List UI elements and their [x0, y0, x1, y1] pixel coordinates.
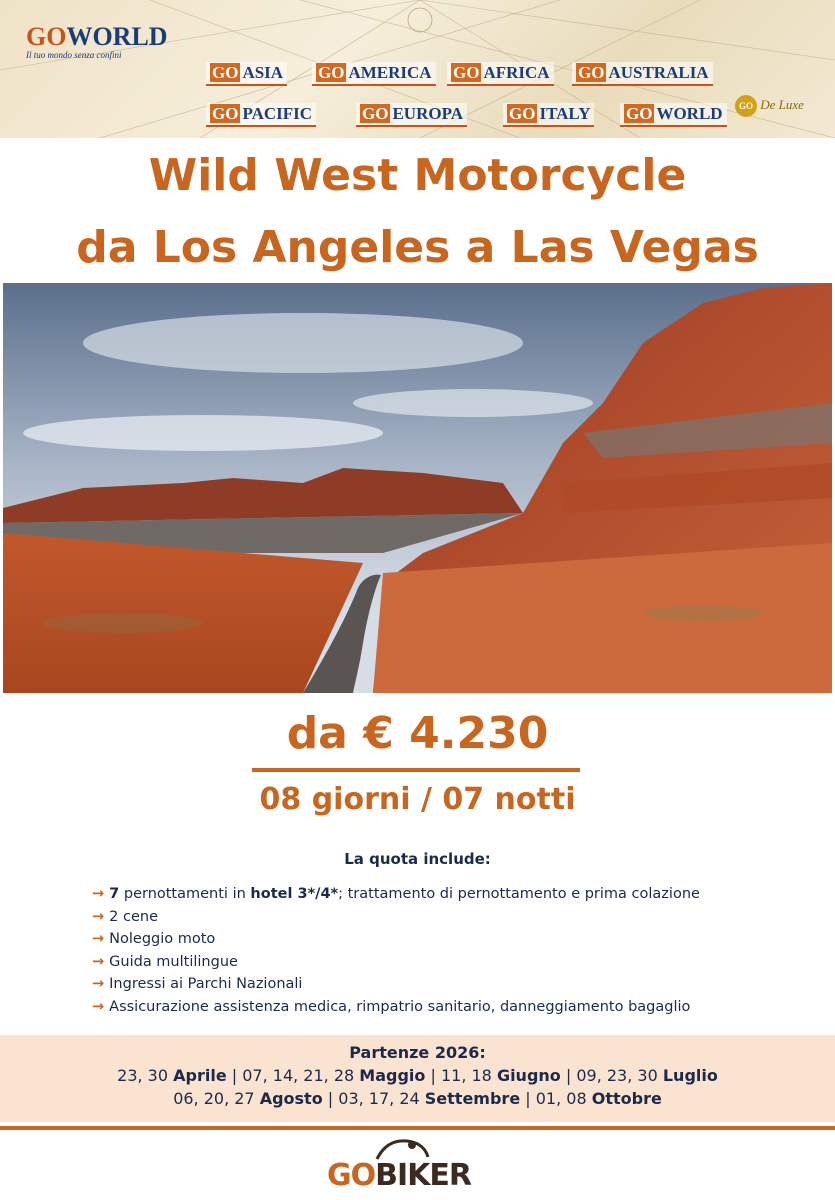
brand-go: GO	[362, 104, 389, 123]
arrow-right-icon: →	[92, 998, 105, 1015]
arrow-right-icon: →	[92, 953, 105, 970]
item-text: 2 cene	[109, 908, 158, 925]
logo-tagline: Il tuo mondo senza confini	[26, 50, 122, 60]
inclusions-list	[92, 884, 700, 1019]
brand-name: PACIFIC	[242, 104, 313, 123]
month-label: Aprile	[173, 1066, 227, 1085]
brand-name: AFRICA	[483, 63, 550, 82]
month-label: Luglio	[662, 1066, 718, 1085]
brand-name: AMERICA	[348, 63, 432, 82]
brand-header	[0, 0, 835, 138]
brand-name: WORLD	[656, 104, 723, 123]
arrow-right-icon: →	[92, 908, 105, 925]
gobiker-go: GO	[327, 1158, 376, 1193]
trip-title: Wild West Motorcycle	[148, 150, 687, 201]
brand-name: AUSTRALIA	[608, 63, 709, 82]
arrow-right-icon: →	[92, 976, 105, 992]
arrow-right-icon: →	[92, 886, 105, 902]
list-item	[92, 884, 700, 907]
trip-subtitle: da Los Angeles a Las Vegas	[76, 222, 759, 273]
item-text: ; trattamento di pernottamento e prima colazione	[338, 886, 700, 902]
departures-line-2	[0, 1089, 835, 1108]
brand-go: GO	[318, 63, 345, 82]
brand-name: ITALY	[539, 104, 591, 123]
brand-go: GO	[453, 63, 480, 82]
item-bold: hotel 3*/4*	[250, 886, 339, 902]
deluxe-go: GO	[735, 95, 757, 117]
list-item	[92, 929, 700, 952]
dates-text: | 01, 08	[520, 1089, 592, 1108]
quota-title: La quota include:	[344, 850, 491, 868]
price-divider	[252, 768, 580, 772]
footer-divider	[0, 1126, 835, 1130]
brand-name: EUROPA	[392, 104, 463, 123]
brand-goaustralia	[572, 62, 713, 86]
dates-text: 23, 30	[117, 1066, 174, 1085]
month-label: Maggio	[359, 1066, 426, 1085]
month-label: Ottobre	[591, 1089, 662, 1108]
brand-goeuropa	[356, 103, 467, 127]
price: da € 4.230	[286, 708, 549, 759]
brand-go: GO	[626, 104, 653, 123]
gobiker-biker: BIKER	[375, 1158, 472, 1193]
brand-go: GO	[578, 63, 605, 82]
departures-box	[0, 1035, 835, 1122]
month-label: Agosto	[259, 1089, 323, 1108]
brand-goafrica	[447, 62, 554, 86]
departures-line-1	[0, 1066, 835, 1085]
logo-go: GO	[26, 22, 67, 51]
brand-gopacific	[206, 103, 316, 127]
item-text: Ingressi ai Parchi Nazionali	[109, 976, 303, 992]
list-item	[92, 907, 700, 930]
dates-text: | 03, 17, 24	[322, 1089, 425, 1108]
brand-goworld-small	[620, 103, 727, 127]
goworld-logo	[26, 22, 168, 60]
brand-goasia	[206, 62, 287, 86]
desert-road-photo	[3, 283, 832, 693]
brand-go: GO	[212, 63, 239, 82]
dates-text: 06, 20, 27	[173, 1089, 260, 1108]
list-item	[92, 997, 700, 1020]
item-bold: 7	[109, 886, 120, 902]
month-label: Giugno	[496, 1066, 561, 1085]
brand-goamerica	[312, 62, 436, 86]
list-item	[92, 974, 700, 997]
logo-word: WORLD	[66, 22, 168, 51]
brand-godeluxe	[735, 95, 804, 117]
dates-text: | 07, 14, 21, 28	[226, 1066, 360, 1085]
gobiker-logo	[327, 1158, 471, 1193]
item-text: Guida multilingue	[109, 953, 238, 970]
brand-goitaly	[503, 103, 594, 127]
departures-title: Partenze 2026:	[349, 1043, 486, 1062]
deluxe-name: De Luxe	[760, 97, 804, 112]
dates-text: | 11, 18	[425, 1066, 497, 1085]
dates-text: | 09, 23, 30	[560, 1066, 663, 1085]
brand-name: ASIA	[242, 63, 284, 82]
brand-go: GO	[212, 104, 239, 123]
brand-go: GO	[509, 104, 536, 123]
duration: 08 giorni / 07 notti	[259, 782, 576, 817]
arrow-right-icon: →	[92, 931, 105, 947]
list-item	[92, 952, 700, 975]
item-text: Assicurazione assistenza medica, rimpatrio sanitario, danneggiamento bagaglio	[109, 998, 691, 1015]
month-label: Settembre	[424, 1089, 521, 1108]
item-text: Noleggio moto	[109, 931, 216, 947]
item-text: pernottamenti in	[119, 886, 251, 902]
